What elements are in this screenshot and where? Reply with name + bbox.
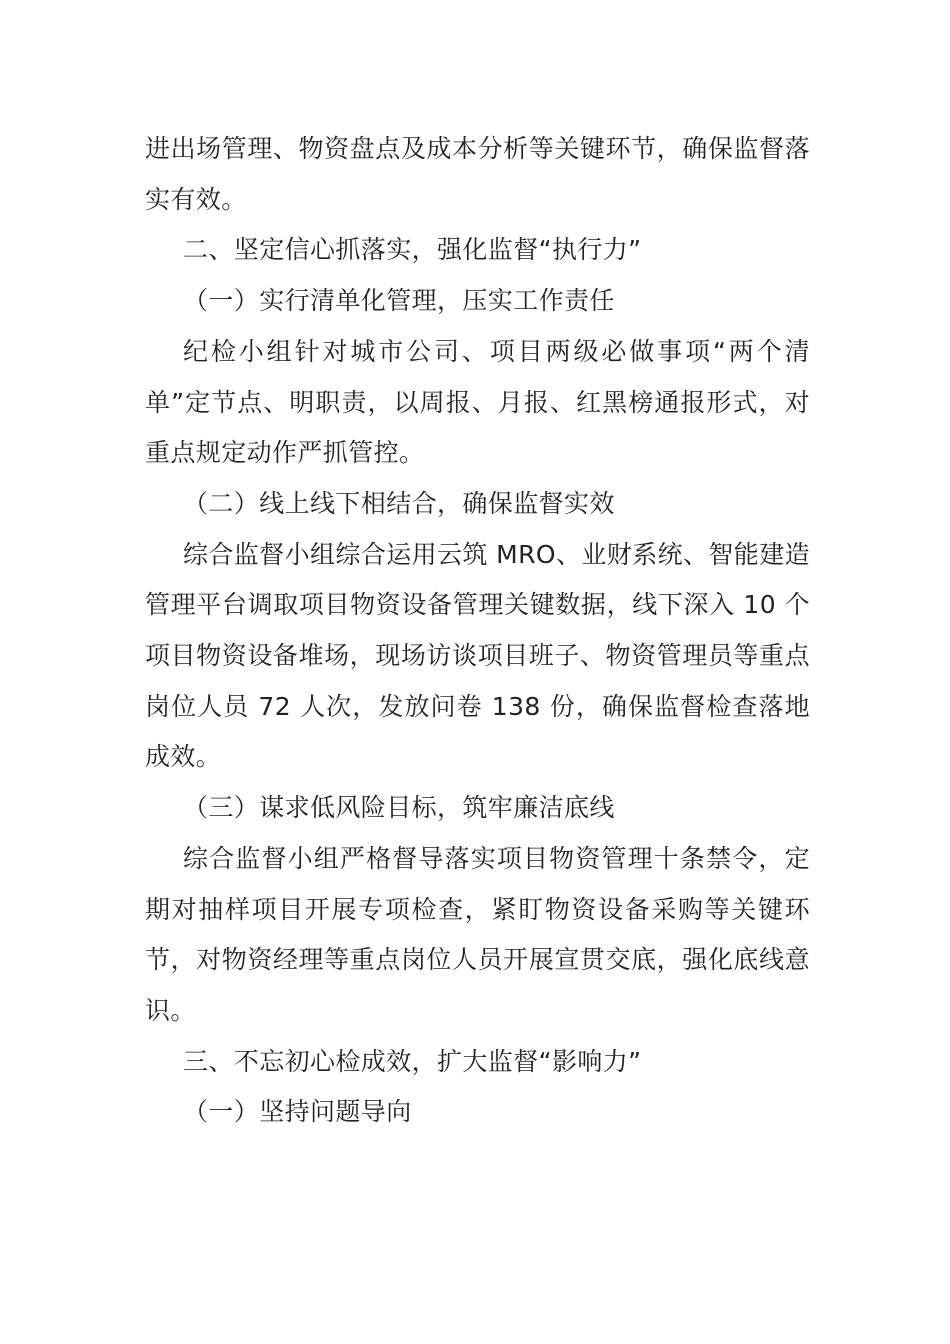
paragraph-checklist: 纪检小组针对城市公司、项目两级必做事项“两个清单”定节点、明职责，以周报、月报、红黑榜通报形式，对重点规定动作严抓管控。 (145, 336, 810, 468)
section-heading-3: 三、不忘初心检成效，扩大监督“影响力” (183, 1046, 642, 1076)
subsection-heading-2-1: （一）实行清单化管理，压实工作责任 (183, 286, 615, 316)
paragraph-continuation: 进出场管理、物资盘点及成本分析等关键环节，确保监督落实有效。 (145, 134, 810, 214)
subsection-heading-2-2: （二）线上线下相结合，确保监督实效 (183, 488, 615, 518)
subsection-heading-3-1: （一）坚持问题导向 (183, 1097, 412, 1127)
paragraph-online-offline: 综合监督小组综合运用云筑 MRO、业财系统、智能建造管理平台调取项目物资设备管理关键数据，线下深入 10 个项目物资设备堆场，现场访谈项目班子、物资管理员等重点岗位人员 72 人次，发放问卷 138 份，确保监督检查落地成效。 (145, 539, 810, 772)
section-heading-2: 二、坚定信心抓落实，强化监督“执行力” (183, 235, 642, 265)
paragraph-low-risk: 综合监督小组严格督导落实项目物资管理十条禁令，定期对抽样项目开展专项检查，紧盯物资设备采购等关键环节，对物资经理等重点岗位人员开展宣贯交底，强化底线意识。 (145, 843, 810, 1025)
document-body (145, 124, 810, 1138)
subsection-heading-2-3: （三）谋求低风险目标，筑牢廉洁底线 (183, 793, 615, 823)
